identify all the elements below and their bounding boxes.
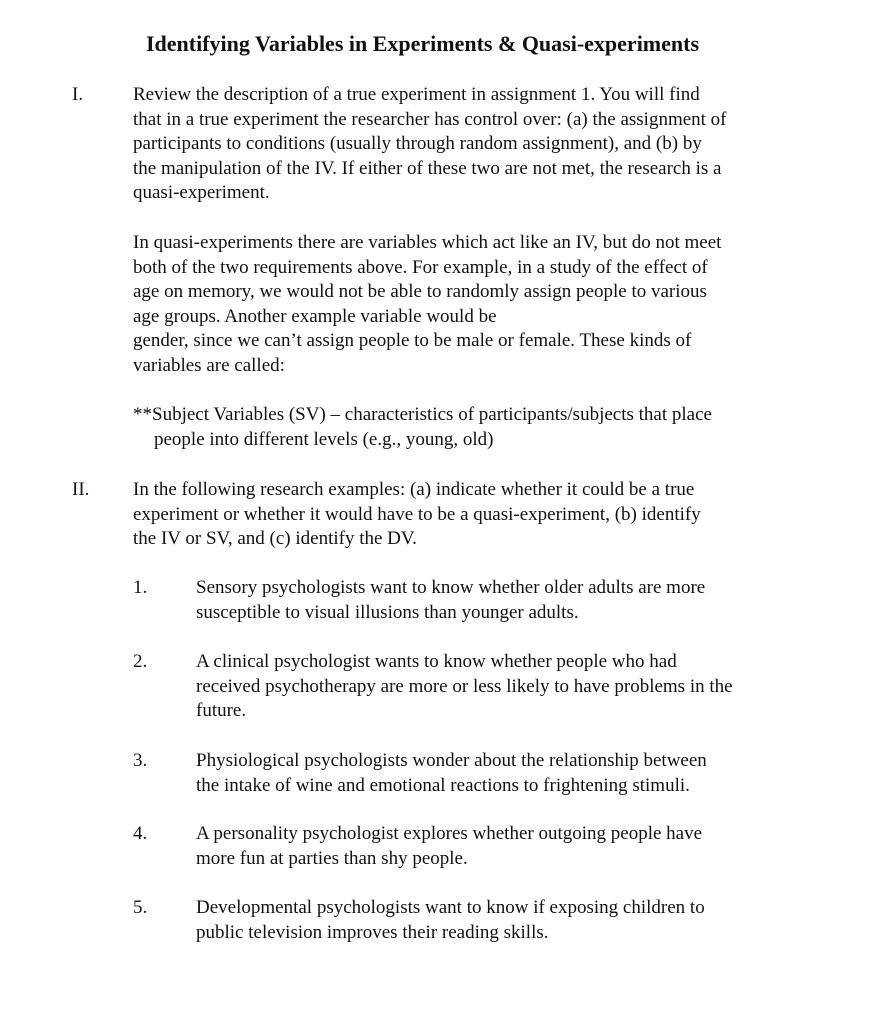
subject-variables-definition — [133, 403, 793, 452]
research-example-4 — [196, 822, 796, 871]
page-title: Identifying Variables in Experiments & Quasi-experiments — [145, 31, 700, 56]
paragraph-line: experiment or whether it would have to be a quasi-experiment, (b) identify — [133, 503, 701, 525]
item-number: 1. — [133, 577, 148, 598]
section-2-intro — [133, 478, 793, 552]
paragraph-line: variables are called: — [133, 354, 285, 376]
item-line: Developmental psychologists want to know if exposing children to — [196, 897, 705, 918]
item-line: Physiological psychologists wonder about the relationship between — [196, 750, 707, 771]
item-line: more fun at parties than shy people. — [196, 847, 468, 869]
definition-line: people into different levels (e.g., young, old) — [154, 428, 494, 450]
item-line: A clinical psychologist wants to know whether people who had — [196, 651, 677, 672]
paragraph-line: quasi-experiment. — [133, 182, 270, 203]
paragraph-line: both of the two requirements above. For example, in a study of the effect of — [133, 256, 708, 278]
item-number: 2. — [133, 651, 148, 672]
item-line: received psychotherapy are more or less likely to have problems in the — [196, 675, 733, 697]
paragraph-line: age groups. Another example variable would be — [133, 305, 497, 327]
definition-line: **Subject Variables (SV) – characteristics of participants/subjects that place — [133, 404, 712, 425]
paragraph-line: participants to conditions (usually through random assignment), and (b) by — [133, 133, 702, 154]
item-line: future. — [196, 700, 247, 721]
paragraph-line: Review the description of a true experiment in assignment 1. You will find — [133, 84, 700, 105]
research-example-1 — [196, 576, 796, 625]
item-line: public television improves their reading skills. — [196, 921, 549, 943]
section-2-numeral: II. — [72, 479, 90, 500]
item-number: 3. — [133, 750, 148, 771]
paragraph-line: age on memory, we would not be able to randomly assign people to various — [133, 281, 707, 302]
section-1-paragraph-2 — [133, 231, 793, 378]
item-line: the intake of wine and emotional reactions to frightening stimuli. — [196, 774, 690, 796]
paragraph-line: In quasi-experiments there are variables which act like an IV, but do not meet — [133, 232, 722, 253]
research-example-5 — [196, 896, 796, 945]
paragraph-line: gender, since we can’t assign people to be male or female. These kinds of — [133, 330, 692, 351]
section-1-numeral: I. — [72, 84, 84, 105]
paragraph-line: the IV or SV, and (c) identify the DV. — [133, 528, 417, 549]
paragraph-line: In the following research examples: (a) indicate whether it could be a true — [133, 479, 695, 500]
research-example-2 — [196, 650, 796, 724]
paragraph-line: the manipulation of the IV. If either of these two are not met, the research is a — [133, 157, 722, 179]
research-example-3 — [196, 749, 796, 798]
item-line: susceptible to visual illusions than younger adults. — [196, 601, 579, 623]
paragraph-line: that in a true experiment the researcher has control over: (a) the assignment of — [133, 108, 727, 130]
item-line: A personality psychologist explores whether outgoing people have — [196, 823, 703, 844]
item-number: 4. — [133, 823, 148, 844]
section-1-paragraph-1 — [133, 83, 793, 206]
item-number: 5. — [133, 897, 148, 918]
item-line: Sensory psychologists want to know whether older adults are more — [196, 577, 706, 598]
